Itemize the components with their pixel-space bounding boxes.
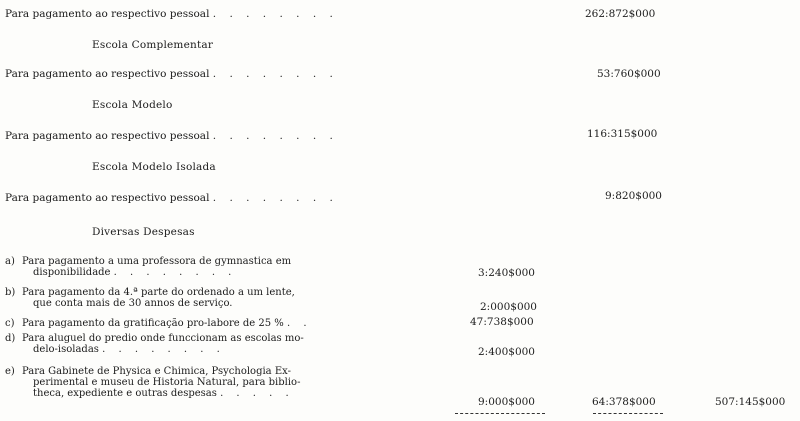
item-letter: a)	[5, 256, 15, 267]
amount: 3:240$000	[478, 267, 535, 279]
item-line: Para pagamento da 4.ª parte do ordenado a um lente,	[22, 287, 295, 298]
underline-rule	[593, 413, 663, 414]
item-line: que conta mais de 30 annos de serviço.	[33, 298, 233, 309]
item-line: Para Gabinete de Physica e Chimica, Psychologia Ex-	[22, 366, 291, 377]
grand-total: 507:145$000	[715, 396, 786, 408]
line-text: Para pagamento ao respectivo pessoal . . . . . . . .	[5, 130, 338, 142]
item-line: Para pagamento a uma professora de gymnastica em	[22, 256, 292, 267]
item-letter: d)	[5, 333, 16, 344]
amount: 9:000$000	[478, 396, 535, 408]
item-line: delo-isoladas . . . . . . . .	[33, 344, 225, 355]
item-letter: b)	[5, 287, 16, 298]
subtotal: 64:378$000	[592, 396, 656, 408]
amount: 47:738$000	[470, 316, 534, 328]
section-heading: Escola Complementar	[92, 39, 214, 51]
item-letter: c)	[5, 318, 15, 329]
section-heading: Diversas Despesas	[92, 226, 195, 238]
item-letter: e)	[5, 366, 15, 377]
line-text: Para pagamento ao respectivo pessoal . . . . . . . .	[5, 68, 338, 80]
amount: 53:760$000	[597, 68, 661, 80]
line-text: Para pagamento ao respectivo pessoal . . . . . . . .	[5, 8, 338, 20]
item-line: perimental e museu de Historia Natural, para biblio-	[33, 377, 301, 388]
section-heading: Escola Modelo	[92, 99, 173, 111]
section-heading: Escola Modelo Isolada	[92, 161, 216, 173]
amount: 2:000$000	[480, 301, 537, 313]
item-line: theca, expediente e outras despesas . . . . .	[33, 388, 294, 399]
line-text: Para pagamento ao respectivo pessoal . . . . . . . .	[5, 192, 338, 204]
underline-rule	[455, 413, 545, 414]
amount: 2:400$000	[478, 346, 535, 358]
item-line: Para pagamento da gratificação pro-labore de 25 % . .	[22, 318, 312, 329]
amount: 9:820$000	[605, 190, 662, 202]
amount: 262:872$000	[585, 8, 656, 20]
item-line: disponibilidade . . . . . . . .	[33, 267, 237, 278]
amount: 116:315$000	[587, 128, 658, 140]
item-line: Para aluguel do predio onde funccionam as escolas mo-	[22, 333, 304, 344]
